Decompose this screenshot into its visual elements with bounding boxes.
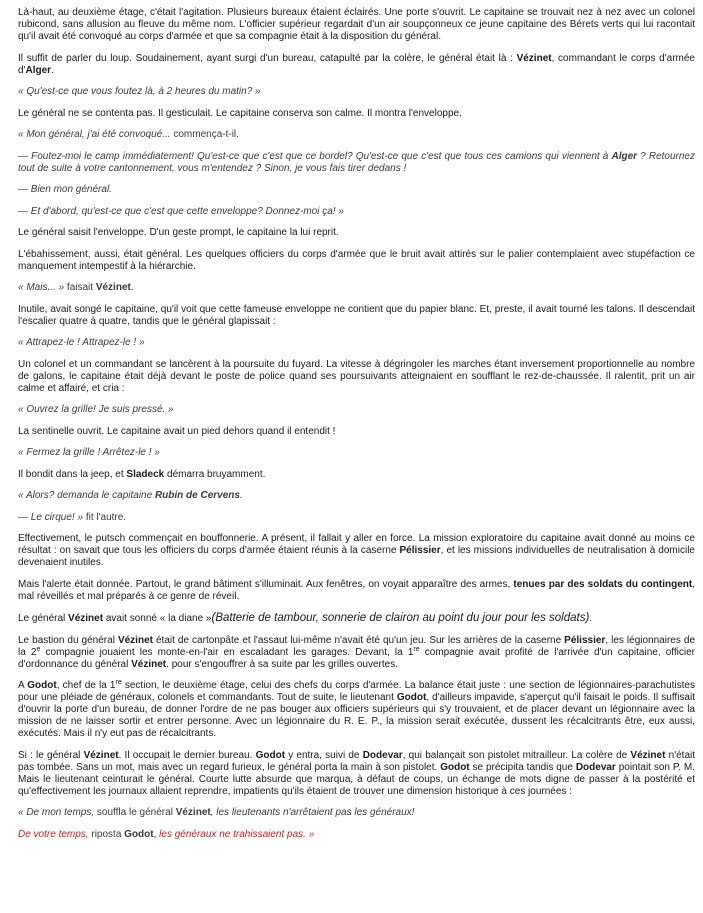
narration-paragraph <box>18 108 695 120</box>
text-segment: — Le cirque! » <box>18 511 84 523</box>
text-segment: A <box>18 680 28 691</box>
dialogue-paragraph <box>18 151 695 175</box>
proper-name <box>399 545 440 556</box>
text-segment: pointait son P. M. Mais le lieutenant ceinturait le général. Courte lutte absurde que marqua, à défaut de coups, un échange de mots digne de passer à la postérité et qu'effectivement les journaux allaient reprendre, impatients qu'ils étaient de trouver une dimension historique à ces journées : <box>18 761 696 797</box>
bold-text: Godot <box>124 828 154 840</box>
narration-paragraph <box>18 304 695 328</box>
proper-name <box>96 282 131 293</box>
text-segment: Inutile, avait songé le capitaine, qu'il voit que cette fameuse enveloppe ne contient que du papier blanc. Et, preste, il avait tourné les talons. Il descendait l'escalier quatre à quatre, tandis que le général glapissait : <box>18 303 695 327</box>
text-segment: compagnie avait profité de l'arrivée d'un capitaine, officier d'ordonnance du général <box>18 646 696 670</box>
text-segment: « Mais... » <box>18 282 65 293</box>
proper-name <box>256 750 285 761</box>
text-segment: Si : le général <box>18 749 84 761</box>
proper-name <box>176 807 211 818</box>
text-segment: ? Retournez tout de suite à votre cantonnement, vous m'entendez ? Sinon, je vous fais tirer dedans ! <box>18 150 695 174</box>
proper-name <box>611 151 637 162</box>
text-segment: Effectivement, le putsch commençait en bouffonnerie. A présent, il fallait y aller en force. La mission exploratoire du capitaine avait donné au moins ce résultat : on savait que tous les officiers du corps d'armée étaient réunis à la caserne <box>18 533 695 556</box>
proper-name <box>517 53 552 64</box>
narration-paragraph <box>18 53 695 77</box>
narration-paragraph <box>18 426 695 438</box>
text-segment: compagnie jouaient les monte-en-l'air en escaladant les garages. Devant, la 1 <box>40 646 414 658</box>
text-segment: « Fermez la grille ! Arrêtez-le ! » <box>18 447 160 458</box>
text-segment: Il suffit de parler du loup. Soudainement, ayant surgi d'un bureau, catapulté par la colère, le général était là : <box>18 52 517 64</box>
bold-text: Godot <box>27 680 57 691</box>
text-segment: Il bondit dans la jeep, et <box>18 468 127 480</box>
text-segment: . pour s'engouffrer à sa suite par les grilles ouvertes. <box>166 658 398 670</box>
text-segment: . Il occupait le dernier bureau. <box>118 749 256 761</box>
text-segment: La sentinelle ouvrit. Le capitaine avait un pied dehors quand il entendit ! <box>18 425 336 437</box>
proper-name <box>440 762 469 773</box>
proper-name <box>513 579 692 590</box>
ordinal-suffix: re <box>413 645 420 653</box>
text-segment: — Et d'abord, qu'est-ce que c'est que cette enveloppe? Donnez-moi ça! » <box>18 205 344 217</box>
text-segment: « Attrapez-le ! Attrapez-le ! » <box>18 337 145 348</box>
text-segment: les généraux ne trahissaient pas. » <box>159 828 315 840</box>
dialogue-paragraph <box>18 86 695 98</box>
dialogue-paragraph <box>18 512 695 524</box>
bold-text: Rubin de Cervens <box>154 490 240 501</box>
dialogue-paragraph <box>18 282 695 294</box>
ordinal-suffix: e <box>36 645 41 653</box>
narration-paragraph <box>18 7 695 43</box>
narration-paragraph <box>18 359 695 395</box>
text-segment: Le général saisit l'enveloppe. D'un geste prompt, le capitaine la lui reprit. <box>18 227 339 238</box>
text-segment: , les lieutenants n'arrêtaient pas les généraux! <box>210 807 415 818</box>
narration-paragraph <box>18 635 695 671</box>
proper-name <box>576 762 616 773</box>
text-segment: Un colonel et un commandant se lancèrent à la poursuite du fuyard. La vitesse à dégringoler les marches étant inversement proportionnelle au nombre de galons, le capitaine était déjà devant le poste de police quand ses poursuivants atteignaient en soufflant le rez-de-chaussée. Il ralentit, prit un air calme et affairé, et cria : <box>18 358 695 394</box>
narration-paragraph <box>18 680 695 740</box>
bold-text: Vézinet <box>95 282 131 293</box>
text-segment: Là-haut, au deuxième étage, c'était l'agitation. Plusieurs bureaux étaient éclairés. Une porte s'ouvrit. Le capitaine se trouvait nez à nez avec un colonel rubicond, sans allusion au fleuve du même nom. L'officier supérieur regardait d'un air soupçonneux ce jeune capitaine des Bérets verts qui lui racontait qu'il avait été convoqué au corps d'armée et que sa compagnie était à la disposition du général. <box>18 7 695 42</box>
text-segment: section, le deuxième étage, celui des chefs du corps d'armée. La balance était juste : une section de légionnaires-parachutistes pour une pléiade de généraux, colonels et commandants. Tout de suite, le lieutenant <box>18 680 695 703</box>
bold-text: Vézinet <box>175 807 211 818</box>
bold-text: Pélissier <box>564 634 606 646</box>
proper-name <box>155 490 240 501</box>
bold-text: Alger <box>25 64 52 76</box>
dialogue-paragraph <box>18 184 695 196</box>
text-segment: Le général ne se contenta pas. Il gesticulait. Le capitaine conserva son calme. Il montra l'enveloppe. <box>18 107 462 119</box>
text-segment: , qui balançait son pistolet mitrailleur. La colère de <box>402 749 631 761</box>
text-segment: « De mon temps, <box>18 807 95 818</box>
bold-text: Pélissier <box>399 545 441 556</box>
text-segment: (Batterie de tambour, sonnerie de clairon au point du jour pour les soldats) <box>211 612 590 624</box>
text-segment: , mal réveillés et mal préparés à ce genre de réveil. <box>18 578 695 602</box>
narration-paragraph <box>18 249 695 273</box>
proper-name <box>25 65 51 76</box>
proper-name <box>363 750 403 761</box>
text-segment: . <box>130 282 134 293</box>
proper-name <box>564 635 605 646</box>
text-segment: , et les missions individuelles de neutralisation à domicile devenaient inutiles. <box>18 545 695 568</box>
proper-name <box>126 469 164 480</box>
text-segment: . <box>51 64 54 76</box>
bold-text: tenues par des soldats du contingent <box>513 578 693 590</box>
text-segment: se précipita tandis que <box>469 761 576 773</box>
text-segment: . <box>239 490 243 501</box>
bold-text: Godot <box>255 749 286 761</box>
text-segment: avait sonné « la diane » <box>103 613 212 624</box>
bold-text: Vézinet <box>131 658 167 670</box>
text-segment: riposta <box>88 828 125 840</box>
narration-paragraph <box>18 750 695 798</box>
bold-text: Godot <box>396 692 427 703</box>
text-segment: — Bien mon général. <box>18 184 112 195</box>
proper-name <box>118 635 153 646</box>
text-segment: De votre temps, <box>18 828 89 840</box>
dialogue-paragraph <box>18 807 695 819</box>
dialogue-paragraph <box>18 829 695 841</box>
narration-paragraph <box>18 227 695 239</box>
text-segment: . <box>589 613 593 624</box>
bold-text: Vézinet <box>68 613 104 624</box>
proper-name <box>124 829 153 840</box>
text-segment: , chef de la 1 <box>56 680 116 691</box>
text-segment: y entra, suivi de <box>285 749 363 761</box>
narration-paragraph <box>18 469 695 481</box>
text-segment: Le général <box>18 613 69 624</box>
text-segment: Mais l'alerte était donnée. Partout, le grand bâtiment s'illuminait. Aux fenêtres, on voyait apparaître des armes, <box>18 578 514 590</box>
text-segment: fit l'autre. <box>83 511 127 523</box>
text-segment: était de cartonpâte et l'assaut lui-même n'avait été qu'un jeu. Sur les arrières de la caserne <box>152 634 565 646</box>
dialogue-paragraph <box>18 490 695 502</box>
text-segment: « Mon général, j'ai été convoqué... <box>18 129 171 140</box>
bold-text: Sladeck <box>126 468 165 480</box>
text-segment: souffla le général <box>94 807 176 818</box>
proper-name <box>27 680 56 691</box>
dialogue-paragraph <box>18 129 695 141</box>
text-segment: , commandant le corps d'armée d' <box>18 52 695 76</box>
text-segment: « Ouvrez la grille! Je suis pressé. » <box>18 404 174 415</box>
text-segment: n'était pas tombée. Sans un mot, mais avec un regard furieux, le général porta la main à son pistolet. <box>18 749 695 773</box>
ordinal-suffix: re <box>115 679 122 686</box>
bold-text: Vézinet <box>516 52 552 64</box>
proper-name <box>397 692 426 703</box>
narration-paragraph <box>18 533 695 569</box>
narration-paragraph <box>18 612 695 625</box>
bold-text: Vézinet <box>83 749 119 761</box>
bold-text: Vézinet <box>630 749 666 761</box>
bold-text: Dodevar <box>362 749 403 761</box>
text-segment: faisait <box>64 282 96 293</box>
text-segment: démarra bruyamment. <box>164 468 266 480</box>
bold-text: Alger <box>611 150 638 162</box>
dialogue-paragraph <box>18 404 695 416</box>
proper-name <box>630 750 665 761</box>
text-segment: Le bastion du général <box>18 634 118 646</box>
proper-name <box>131 659 166 670</box>
narration-paragraph <box>18 579 695 603</box>
bold-text: Dodevar <box>575 761 616 773</box>
text-segment: — Foutez-moi le camp immédiatement! Qu'est-ce que c'est que ce bordel? Qu'est-ce que c'est que tous ces camions qui viennent à <box>18 150 612 162</box>
text-segment: , les légionnaires de la 2 <box>18 634 696 658</box>
proper-name <box>84 750 119 761</box>
bold-text: Vézinet <box>117 634 153 646</box>
bold-text: Godot <box>440 761 470 773</box>
text-segment: , <box>153 828 160 840</box>
text-segment: « Qu'est-ce que vous foutez là, à 2 heures du matin? » <box>18 86 261 97</box>
dialogue-paragraph <box>18 337 695 349</box>
dialogue-paragraph <box>18 206 695 218</box>
dialogue-paragraph <box>18 447 695 459</box>
text-segment: , d'ailleurs impavide, s'aperçut qu'il faisait le poids. Il suffisait d'ouvrir la porte d'un bureau, de donner l'ordre de ne pas bouger aux officiers supérieurs qui s'y trouvaient, et de placer devant un légionnaire avec la mission de ne laisser sortir et entrer personne. Avec un légionnaire du R. E. P., la mission serait exécutée, dussent les récalcitrants être, eux aussi, exécutés. Mais il n'y eut pas de récalcitrants. <box>18 692 695 739</box>
text-segment: commença-t-il. <box>170 129 239 140</box>
text-segment: L'ébahissement, aussi, était général. Les quelques officiers du corps d'armée que le bruit avait attirés sur le palier contemplaient avec stupéfaction ce manquement intempestif à la hiérarchie. <box>18 248 695 272</box>
text-segment: « Alors? demanda le capitaine <box>18 490 155 501</box>
proper-name <box>68 613 103 624</box>
